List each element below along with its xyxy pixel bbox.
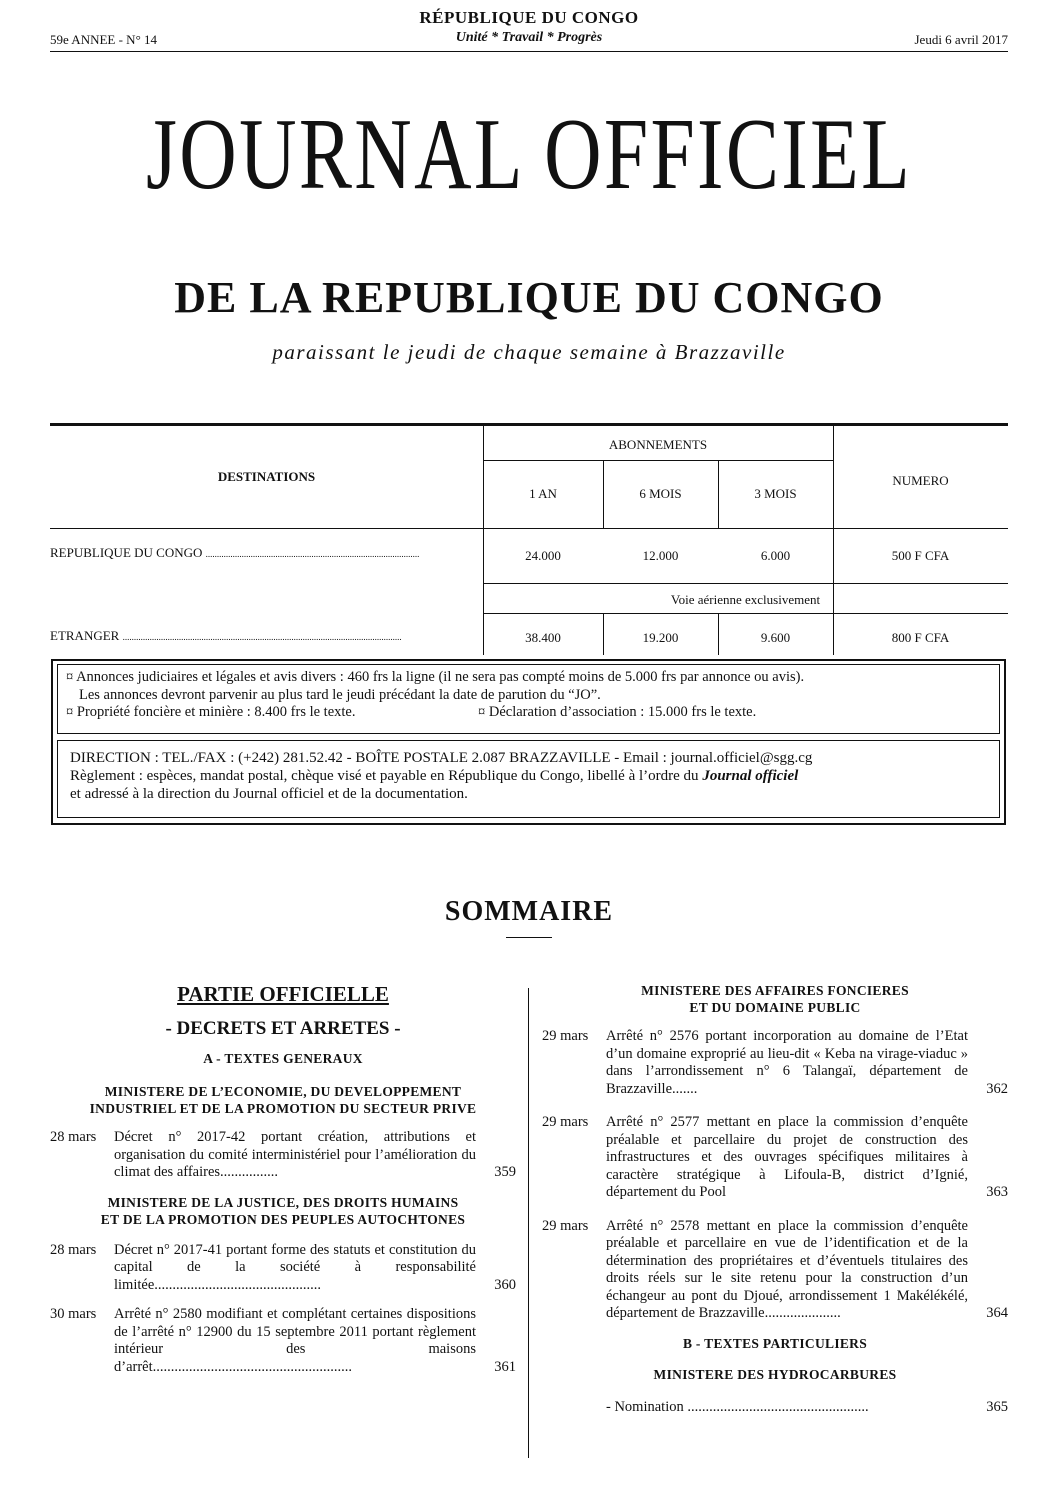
sommaire-underline [506,937,552,938]
entry-date: 29 mars [542,1028,589,1044]
announcement-rate: ¤ Annonces judiciaires et légales et avis divers : 460 frs la ligne (il ne sera pas compté moins de 5.000 frs par annonce ou avis). [66,669,805,685]
toc-entry[interactable] [50,1242,516,1295]
toc-entry[interactable] [542,1114,1008,1202]
ministry-heading: MINISTERE DE LA JUSTICE, DES DROITS HUMAINS ET DE LA PROMOTION DES PEUPLES AUTOCHTONES [100,1194,466,1227]
price-congo-6mois: 12.000 [642,548,679,563]
issue-date: Jeudi 6 avril 2017 [914,32,1008,47]
table-hline [483,460,833,461]
entry-date: 28 mars [50,1129,97,1145]
toc-left-column [50,980,516,1376]
entry-title: Arrêté n° 2576 portant incorporation au domaine de l’Etat d’un domaine exproprié au lieu-dit « Keba na virage-viaduc » dans l’arrondissement n° 6 Talangaï, département de Brazzaville....... [606,1028,968,1097]
association-rate: ¤ Déclaration d’association : 15.000 frs le texte. [478,704,757,720]
announcement-deadline: Les annonces devront parvenir au plus tard le jeudi précédant la date de parution du “JO”. [79,686,601,703]
period-1an: 1 AN [529,486,557,501]
table-vline [833,426,834,655]
entry-page: 362 [986,1080,1008,1097]
entry-page: 363 [986,1184,1008,1200]
period-3mois: 3 MOIS [754,486,797,501]
direction-contact: DIRECTION : TEL./FAX : (+242) 281.52.42 - BOÎTE POSTALE 2.087 BRAZZAVILLE - Email : journal.officiel@sgg.cg [70,750,813,766]
hydrocarbures-heading: MINISTERE DES HYDROCARBURES [653,1366,897,1382]
destination-congo: REPUBLIQUE DU CONGO ............................................................................................... [50,545,420,560]
entry-title: Décret n° 2017-42 portant création, attributions et organisation du comité interministériel pour l’amélioration du climat des affaires................ [114,1129,476,1180]
announcements-box [57,664,1000,734]
period-6mois: 6 MOIS [639,486,682,501]
air-note: Voie aérienne exclusivement [670,592,821,607]
price-congo-1an: 24.000 [525,548,561,563]
entry-page: 364 [986,1305,1008,1321]
entry-date: 29 mars [542,1217,589,1234]
header-country: RÉPUBLIQUE DU CONGO [419,8,639,27]
entry-page: 361 [494,1358,516,1375]
textes-generaux-heading: A - TEXTES GENERAUX [203,1051,363,1066]
subscription-table [50,423,1008,655]
entry-date: 30 mars [50,1306,97,1322]
table-hline [483,583,1008,584]
toc-entry[interactable] [542,1399,1008,1417]
table-hline [50,528,1008,529]
price-congo-numero: 500 F CFA [891,548,950,563]
table-hline [483,613,1008,614]
column-divider [528,988,529,1458]
entry-page: 360 [494,1276,516,1293]
price-congo-3mois: 6.000 [760,548,791,563]
direction-box [57,740,1000,818]
issue-number: 59e ANNEE - N° 14 [50,32,158,47]
header-motto: Unité * Travail * Progrès [455,30,603,45]
destinations-header: DESTINATIONS [217,469,316,484]
sommaire-title: SOMMAIRE [444,896,614,927]
price-etranger-1an: 38.400 [525,630,561,645]
entry-title: Arrêté n° 2580 modifiant et complétant certaines dispositions de l’arrêté n° 12900 du 15 septembre 2011 portant règlement intérieur des maisons d’arrêt....................................................... [114,1306,476,1375]
entry-title: Arrêté n° 2577 mettant en place la commission d’enquête préalable et parcellaire du projet de construction des infrastructures et des ouvrages spécifiques militaires à caractère stratégique à Lifoula-B, district d’Ignié, département du Pool [606,1114,968,1200]
payment-address: et adressé à la direction du Journal officiel et de la documentation. [70,786,468,802]
ministry-heading: MINISTERE DE L’ECONOMIE, DU DEVELOPPEMENT INDUSTRIEL ET DE LA PROMOTION DU SECTEUR PRIVE [89,1084,477,1116]
numero-header: NUMERO [892,473,949,488]
masthead-subtitle: DE LA REPUBLIQUE DU CONGO [174,273,884,322]
toc-entry[interactable] [50,1129,516,1182]
ministry-heading: MINISTERE DES AFFAIRES FONCIERES ET DU DOMAINE PUBLIC [641,983,909,1015]
table-top-rule [50,423,1008,426]
entry-title: Arrêté n° 2578 mettant en place la commission d’enquête préalable et parcellaire en vue de l’identification et de la détermination des propriétaires et d’éventuels titulaires des droits réels sur le site retenu pour la construction d’un échangeur au pont du Djoué, arrondissement 1 Makélékélé, département de Brazzaville..................... [606,1217,968,1321]
price-etranger-6mois: 19.200 [642,630,679,645]
entry-date: 28 mars [50,1241,97,1258]
entry-title: Décret n° 2017-41 portant forme des statuts et constitution du capital de la société à responsabilité limitée.............................................. [114,1241,476,1293]
payment-terms: Règlement : espèces, mandat postal, chèque visé et payable en République du Congo, libellé à l’ordre du Journal officiel [70,768,799,784]
entry-title: - Nomination .................................................. [606,1398,869,1415]
header-divider [50,51,1008,52]
textes-particuliers-heading: B - TEXTES PARTICULIERS [682,1335,868,1351]
toc-entry[interactable] [542,1028,1008,1098]
toc-entry[interactable] [542,1218,1008,1323]
price-etranger-numero: 800 F CFA [891,630,950,645]
partie-officielle-heading: PARTIE OFFICIELLE [177,982,389,1006]
toc-entry[interactable] [50,1306,516,1376]
decrets-heading: - DECRETS ET ARRETES - [165,1018,401,1039]
masthead-tagline: paraissant le jeudi de chaque semaine à Brazzaville [272,340,786,364]
entry-page: 359 [494,1164,516,1180]
price-etranger-3mois: 9.600 [760,630,791,645]
destination-etranger: ETRANGER ............................................................................................................................ [50,628,402,643]
abonnements-header: ABONNEMENTS [608,437,708,452]
masthead-title: JOURNAL OFFICIEL [145,98,913,211]
entry-page: 365 [986,1398,1008,1415]
entry-date: 29 mars [542,1114,589,1130]
property-rate: ¤ Propriété foncière et minière : 8.400 frs le texte. [66,704,356,720]
toc-right-column [542,982,1008,1416]
